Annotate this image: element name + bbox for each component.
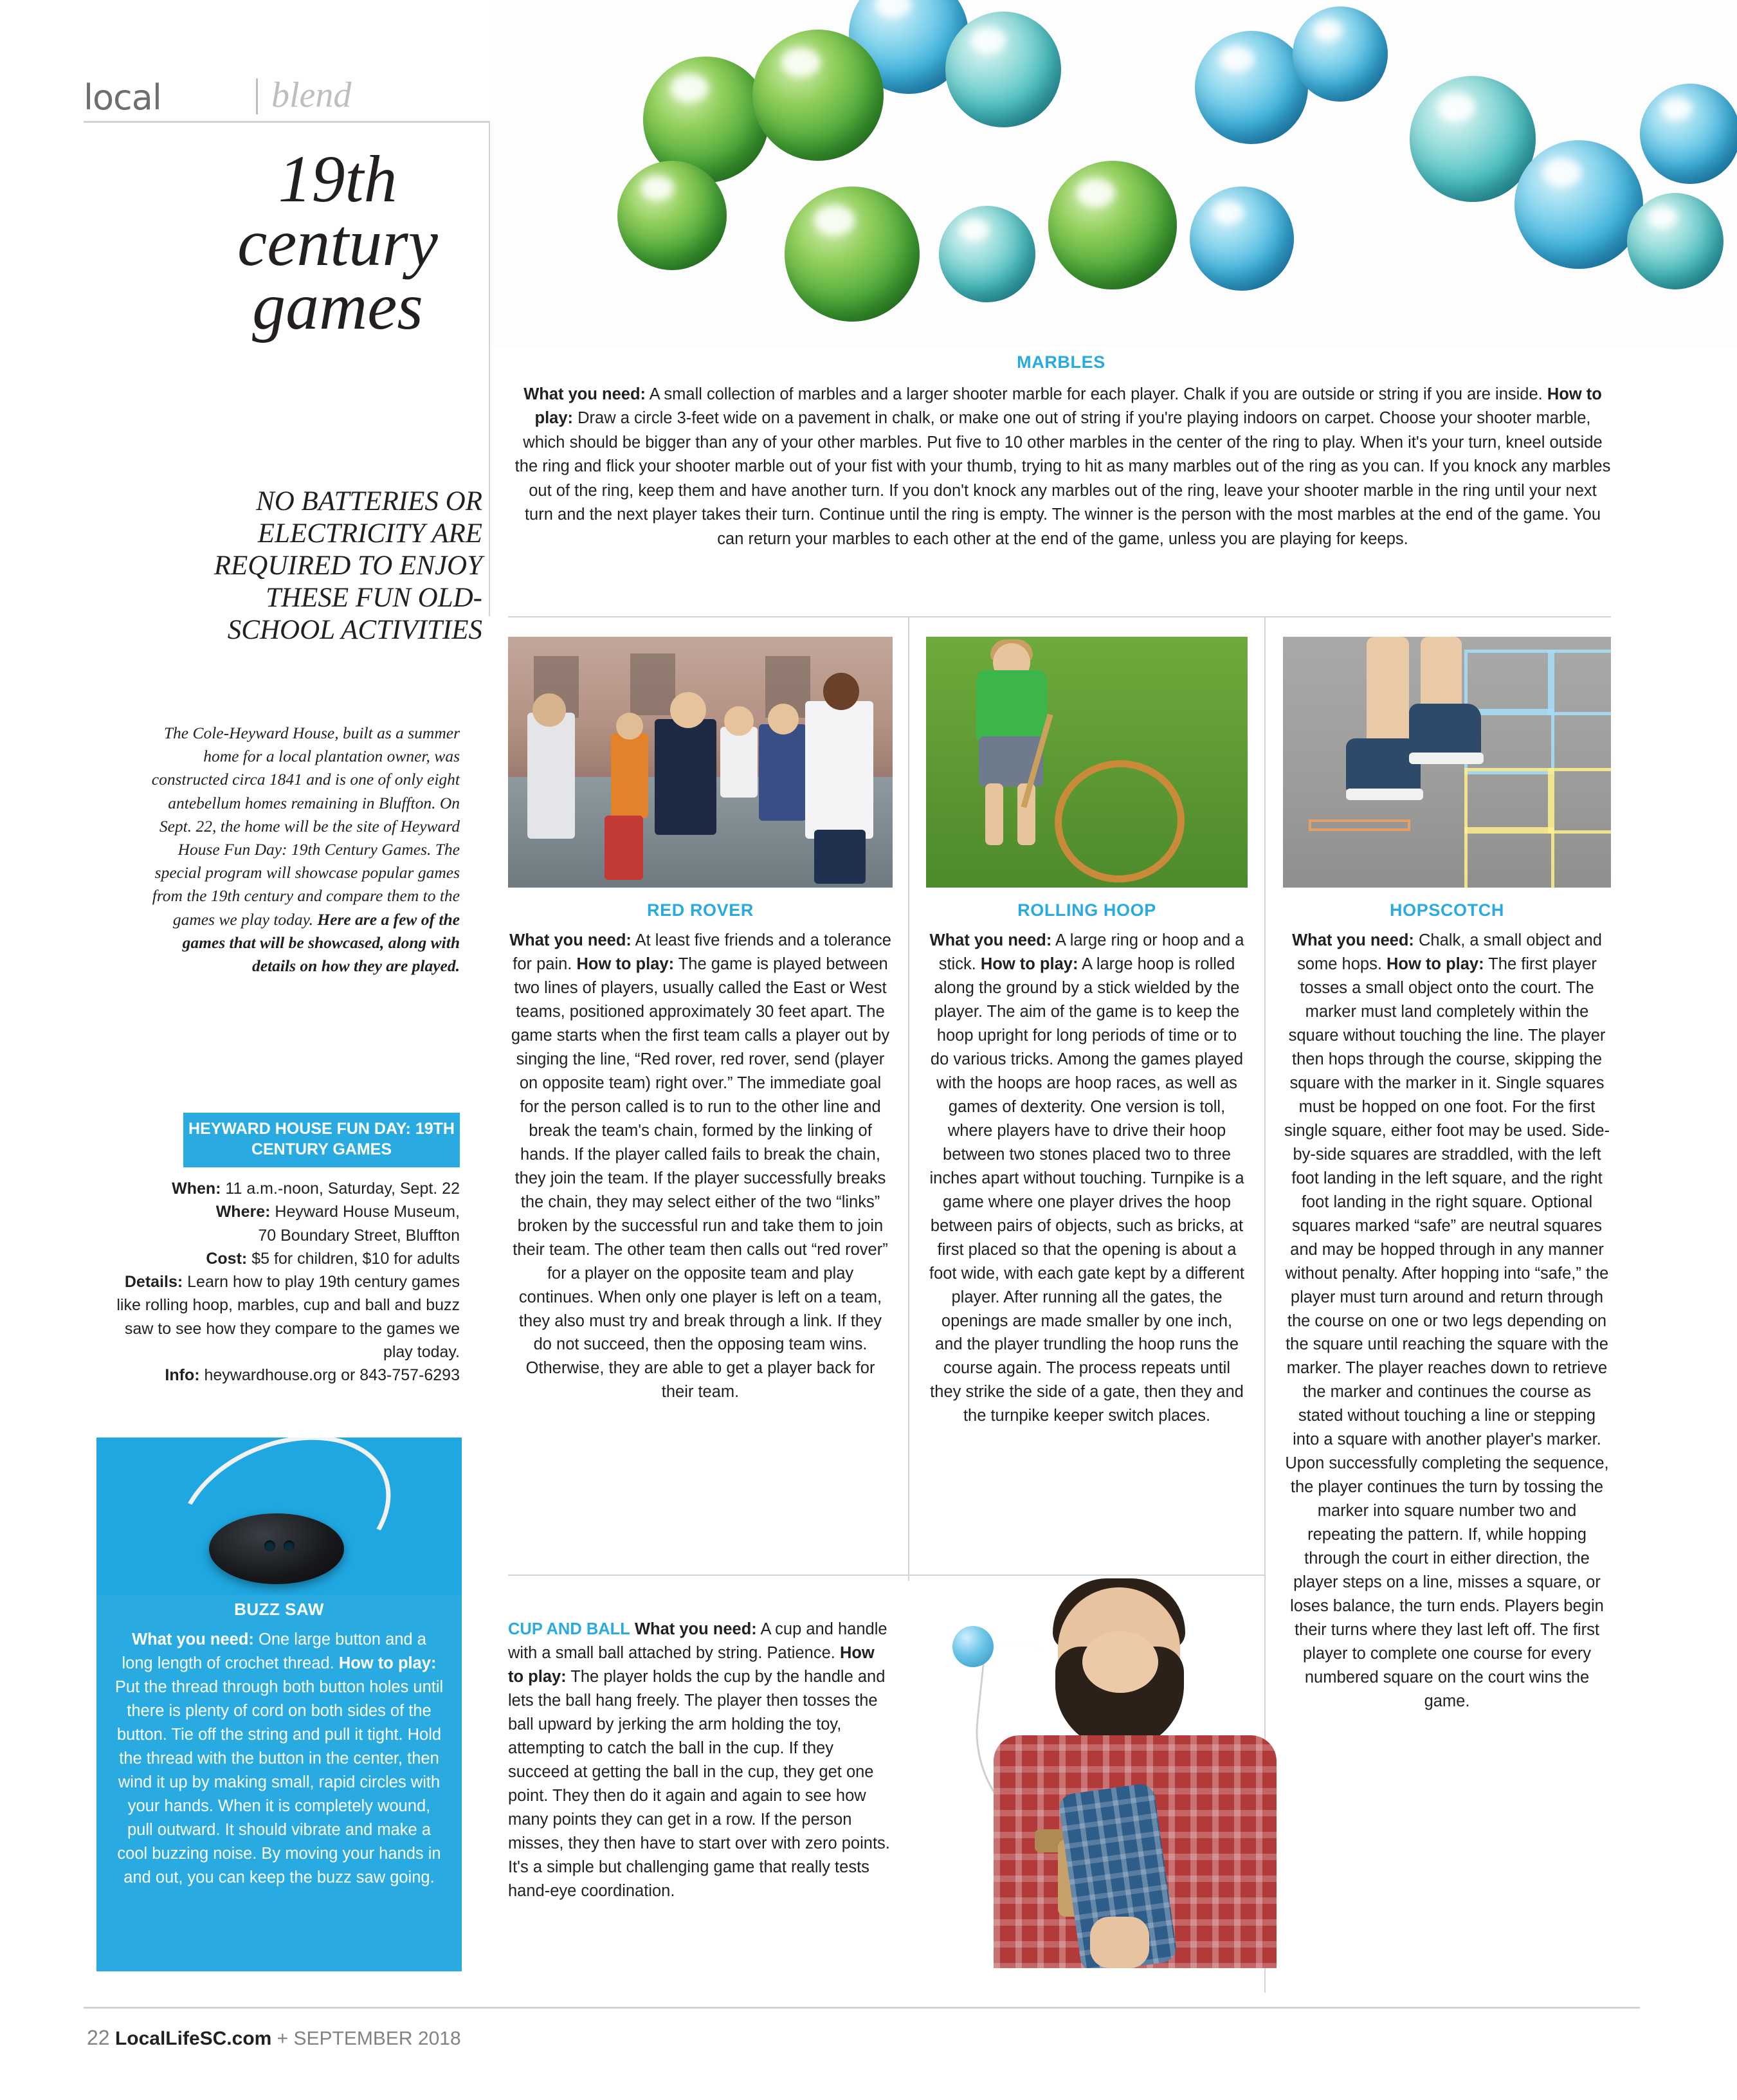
marble-photo-object bbox=[939, 206, 1035, 302]
event-info-value: heywardhouse.org or 843-757-6293 bbox=[199, 1366, 460, 1384]
red-rover-body bbox=[508, 929, 893, 1404]
masthead-section-label: blend bbox=[271, 75, 352, 115]
buzz-saw-body bbox=[114, 1628, 444, 1890]
person-leg bbox=[985, 783, 1003, 845]
marble-photo-object bbox=[1190, 187, 1294, 291]
buzz-how-label: How to play: bbox=[338, 1654, 437, 1672]
event-description bbox=[116, 1270, 460, 1364]
event-where-label: Where: bbox=[215, 1203, 271, 1221]
cup-how-text: The player holds the cup by the handle and lets the ball hang freely. The player then tosses the ball upward by jerking the arm holding the toy, attempting to catch the ball in the cup. If they succeed at getting the ball in the cup, they get one point. They then do it again and again to see how many points they can get in a row. If the person misses, they then have to start over with zero points. It's a simple but challenging game that really tests hand-eye coordination. bbox=[508, 1667, 890, 1900]
footer-site: LocalLifeSC.com bbox=[114, 2028, 272, 2049]
rolling-hoop-how-text: A large hoop is rolled along the ground by a stick wielded by the player. The aim of the game is to keep the hoop upright for long periods of time or to do various tricks. Among the games played with the hoops are hoop races, as well as games of dexterity. One version is toll, where players have to drive their hoop between two stones placed two to three inches apart without touching. Turnpike is a game where one player drives the hoop between pairs of objects, such as bricks, at first placed so that the opening is about a foot wide, with each gate kept by a different player. After running all the gates, the openings are made smaller by one inch, and the player trundling the hoop runs the course again. The process repeats until they strike the side of a gate, then they and the turnpike keeper switch places. bbox=[929, 954, 1244, 1425]
hopscotch-how-label: How to play: bbox=[1387, 954, 1484, 973]
cup-and-ball-title: CUP AND BALL bbox=[508, 1620, 630, 1638]
person-face bbox=[1082, 1631, 1158, 1693]
rolling-hoop-title: ROLLING HOOP bbox=[1017, 900, 1156, 920]
deck-bold: Here are a few of the games that will be showcased, along with details on how they are played. bbox=[182, 909, 460, 976]
event-where-value: Heyward House Museum, bbox=[270, 1203, 460, 1221]
chalk-square bbox=[1464, 827, 1554, 888]
person-figure bbox=[527, 713, 575, 839]
window-shape bbox=[630, 653, 675, 715]
deck-intro: The Cole-Heyward House, built as a summer home for a local plantation owner, was constructed circa 1841 and is one of only eight antebellum homes remaining in Bluffton. On Sept. 22, the home will be the site of Heyward House Fun Day: 19th Century Games. The special program will showcase popular games from the 19th century and compare them to the games we play today. bbox=[151, 724, 460, 929]
chalk-square bbox=[1548, 768, 1611, 834]
event-title-line-1: HEYWARD HOUSE FUN DAY: bbox=[188, 1120, 411, 1138]
red-rover-how-label: How to play: bbox=[576, 954, 675, 973]
event-cost-label: Cost: bbox=[206, 1249, 248, 1268]
event-info bbox=[116, 1364, 460, 1387]
rolling-hoop-how-label: How to play: bbox=[980, 954, 1078, 973]
hoop-object bbox=[1049, 754, 1191, 888]
footer-date: + SEPTEMBER 2018 bbox=[271, 2028, 461, 2049]
page-number: 22 bbox=[87, 2026, 110, 2049]
red-rover-photo bbox=[508, 637, 893, 888]
marble-photo-object bbox=[1048, 161, 1177, 289]
red-rover-how-text: The game is played between two lines of players, usually called the East or West teams, positioned approximately 30 feet apart. The game starts when the first team calls a player out by singing the line, “Red rover, red rover, send (player on opposite team) right over.” The immediate goal for the person called is to run to the other line and break the team's chain, formed by the linking of hands. If the player called fails to break the chain, they join the team. If the player successfully breaks the chain, they may select either of the two “links” broken by the successful run and take them to join their team. The other team then calls out “red rover” for a player on the opposite team and play continues. When only one player is left on a team, they also must try and break through a link. If they do not succeed, then the opposing team wins. Otherwise, they are able to get a player back for their team. bbox=[511, 954, 890, 1402]
section-divider bbox=[508, 616, 1611, 617]
chalk-line bbox=[1309, 819, 1410, 831]
chalk-square bbox=[1548, 650, 1611, 715]
marble-photo-object bbox=[752, 30, 884, 161]
rolling-hoop-body bbox=[926, 929, 1248, 1428]
marble-photo-object bbox=[1627, 193, 1723, 289]
person-legs bbox=[605, 816, 643, 880]
button-hole bbox=[284, 1540, 295, 1551]
hopscotch-how-text: The first player tosses a small object onto the court. The marker must land completely within the square without touching the line. The player then hops through the course, skipping the square with the marker in it. Single squares must be hopped on one foot. For the first single square, either foot may be used. Side-by-side squares are straddled, with the left foot landing in the left square, and the right foot landing in the right square. Optional squares marked “safe” are neutral squares and may be hopped through in any manner without penalty. After hopping into “safe,” the player must turn around and return through the course on one or two legs depending on the square until reaching the square with the marker. The player reaches down to retrieve the marker and continues the course as stated without touching a line or stepping into a square with another player's marker. Upon successfully completing the sequence, the player continues the turn by tossing the marker into square number two and repeating the pattern. If, while hopping through the court in either direction, the player steps on a line, misses a square, or loses balance, the turn ends. Players begin their turns where they last left off. The first player to complete one course for every numbered square on the court wins the game. bbox=[1284, 954, 1610, 1710]
marble-photo-object bbox=[1293, 6, 1388, 102]
masthead-logo: local bbox=[84, 77, 161, 118]
chalk-square bbox=[1464, 650, 1554, 715]
red-rover-need-text: At least five friends and a tolerance for pain. bbox=[513, 931, 891, 973]
marble-photo-object bbox=[1514, 140, 1643, 269]
person-head bbox=[532, 693, 566, 727]
event-title-line-2: 19TH CENTURY GAMES bbox=[251, 1120, 455, 1158]
person-figure bbox=[759, 724, 806, 821]
red-rover-title: RED ROVER bbox=[647, 900, 754, 920]
marble-photo-object bbox=[1410, 76, 1536, 202]
headline-line-1: 19th bbox=[278, 142, 397, 216]
marble-photo-object bbox=[1195, 31, 1308, 144]
event-details-value: Learn how to play 19th century games like rolling hoop, marbles, cup and ball and buzz saw to see how they compare to the games we play today. bbox=[116, 1273, 460, 1361]
marbles-need-label: What you need: bbox=[523, 385, 646, 403]
marbles-need-text: A small collection of marbles and a larger shooter marble for each player. Chalk if you are outside or string if you are inside. bbox=[646, 385, 1547, 403]
marbles-title: MARBLES bbox=[1017, 352, 1105, 372]
marble-photo-object bbox=[617, 161, 727, 270]
hopscotch-need-text: Chalk, a small object and some hops. bbox=[1297, 931, 1602, 973]
marbles-photo bbox=[489, 0, 1737, 347]
column-divider bbox=[908, 616, 909, 1581]
person-legs bbox=[814, 830, 866, 884]
buzz-saw-title: BUZZ SAW bbox=[234, 1600, 324, 1619]
button-object bbox=[209, 1513, 344, 1584]
masthead-divider bbox=[256, 78, 258, 114]
cup-how-label: How to play: bbox=[508, 1643, 875, 1686]
event-info-label: Info: bbox=[165, 1366, 200, 1384]
headline-line-2: century bbox=[237, 205, 438, 280]
subheadline: NO BATTERIES OR ELECTRICITY ARE REQUIRED TO ENJOY THESE FUN OLD-SCHOOL ACTIVITIES bbox=[214, 486, 482, 645]
buzz-saw-section bbox=[96, 1438, 462, 1971]
chalk-square bbox=[1464, 768, 1554, 834]
event-cost bbox=[116, 1247, 460, 1270]
buzz-need-label: What you need: bbox=[132, 1630, 254, 1648]
shoe-object bbox=[1409, 704, 1481, 758]
cup-need-text: A cup and handle with a small ball attached by string. Patience. bbox=[508, 1620, 887, 1662]
buzz-need-text: One large button and a long length of crochet thread. bbox=[122, 1630, 426, 1672]
person-hand bbox=[1090, 1917, 1149, 1968]
person-head bbox=[670, 692, 706, 728]
event-cost-value: $5 for children, $10 for adults bbox=[247, 1249, 460, 1268]
rolling-hoop-need-label: What you need: bbox=[929, 931, 1052, 949]
marbles-body bbox=[514, 383, 1611, 551]
hopscotch-need-label: What you need: bbox=[1292, 931, 1414, 949]
rolling-hoop-need-text: A large ring or hoop and a stick. bbox=[938, 931, 1244, 973]
person-head bbox=[823, 673, 859, 710]
rolling-hoop-photo bbox=[926, 637, 1248, 888]
button-hole bbox=[264, 1540, 275, 1551]
footer bbox=[87, 2026, 461, 2050]
cup-and-ball-photo bbox=[897, 1569, 1296, 1968]
hopscotch-body bbox=[1283, 929, 1611, 1713]
marbles-how-label: How to play: bbox=[534, 385, 1602, 428]
footer-rule bbox=[84, 2007, 1640, 2009]
shoe-sole bbox=[1346, 789, 1423, 800]
page-title bbox=[193, 142, 482, 343]
event-when bbox=[116, 1177, 460, 1200]
event-where-value-2: 70 Boundary Street, Bluffton bbox=[258, 1226, 460, 1245]
event-when-value: 11 a.m.-noon, Saturday, Sept. 22 bbox=[221, 1180, 460, 1198]
buzz-how-text: Put the thread through both button holes until there is plenty of cord on both sides of the button. Tie off the string and pull it tight. Hold the thread with the button in the center, then wind it up by making small, rapid circles with your hands. When it is completely wound, pull outward. It should vibrate and make a cool buzzing noise. By moving your hands in and out, you can keep the buzz saw going. bbox=[114, 1677, 444, 1886]
marbles-how-text: Draw a circle 3-feet wide on a pavement in chalk, or make one out of string if you're playing indoors on carpet. Choose your shooter marble, which should be bigger than any of your other marbles. Put five to 10 other marbles in the center of the ring to play. When it's your turn, kneel outside the ring and flick your shooter marble out of your fist with your thumb, trying to hit as many marbles out of the ring as you can. If you knock any marbles out of the ring, keep them and have another turn. If you don't knock any marbles out of the ring, leave your shooter marble in the ring until your next turn and the next player takes their turn. Continue until the ring is empty. The winner is the person with the most marbles at the end of the game. You can return your marbles to each other at the end of the game, unless you are playing for keeps. bbox=[514, 409, 1611, 548]
person-figure bbox=[805, 701, 873, 839]
shoe-sole bbox=[1409, 753, 1484, 764]
person-figure bbox=[720, 727, 758, 798]
marble-photo-object bbox=[785, 187, 920, 322]
person-leg bbox=[1421, 637, 1462, 714]
marble-photo-object bbox=[945, 12, 1061, 127]
person-head bbox=[768, 704, 799, 735]
event-where bbox=[116, 1200, 460, 1223]
buzz-saw-photo bbox=[96, 1438, 462, 1595]
article-deck bbox=[138, 722, 460, 978]
cup-need-label: What you need: bbox=[634, 1620, 757, 1638]
person-head bbox=[616, 713, 643, 740]
marble-photo-object bbox=[1640, 84, 1737, 184]
person-head bbox=[724, 706, 754, 736]
column-divider bbox=[489, 121, 490, 616]
ball-object bbox=[952, 1626, 994, 1667]
cup-and-ball-body bbox=[508, 1618, 894, 1903]
person-figure bbox=[611, 733, 648, 818]
person-leg bbox=[1367, 637, 1409, 746]
headline-line-3: games bbox=[252, 269, 423, 343]
red-rover-need-label: What you need: bbox=[509, 931, 632, 949]
person-shirt bbox=[976, 670, 1047, 741]
event-details bbox=[116, 1177, 460, 1387]
hopscotch-title: HOPSCOTCH bbox=[1390, 900, 1504, 920]
person-figure bbox=[655, 719, 716, 835]
event-details-label: Details: bbox=[124, 1273, 183, 1291]
event-when-label: When: bbox=[172, 1180, 221, 1198]
hopscotch-photo bbox=[1283, 637, 1611, 888]
event-box-title bbox=[183, 1113, 460, 1167]
